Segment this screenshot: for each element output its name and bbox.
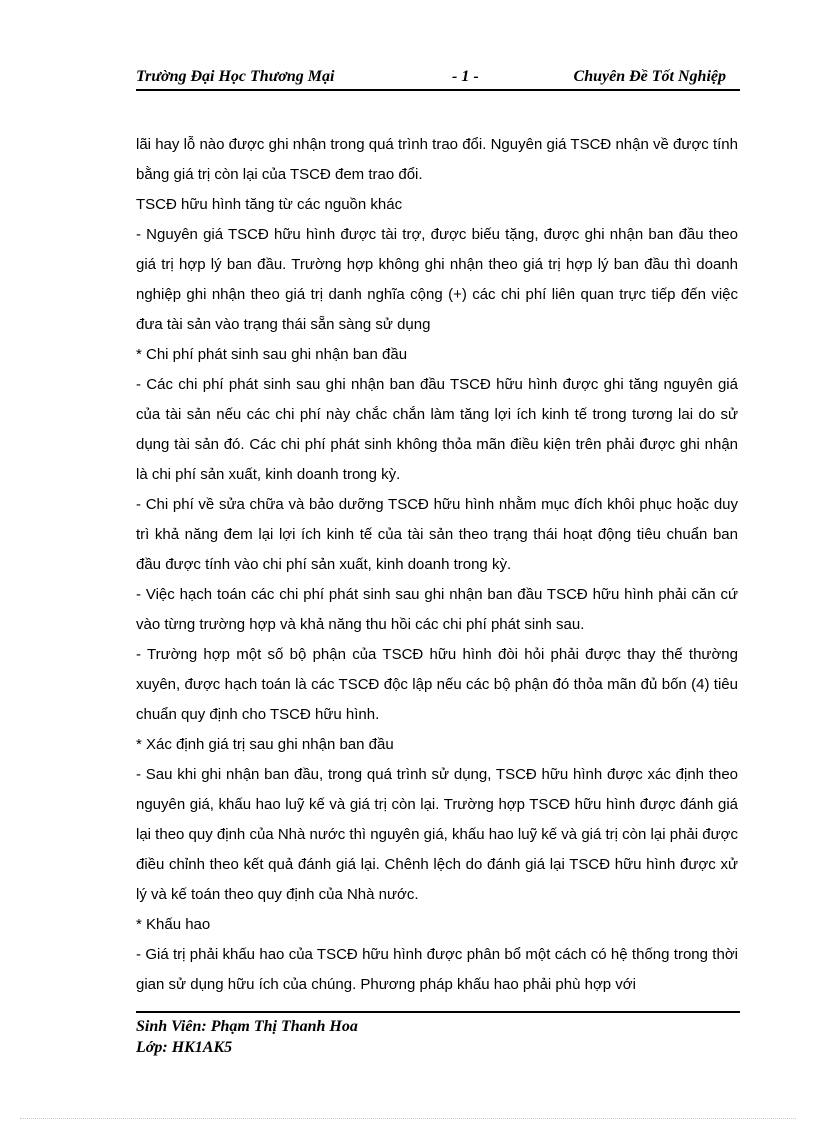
page-header	[136, 68, 740, 90]
footer-rule	[136, 1011, 740, 1013]
footer-class: Lớp: HK1AK5	[136, 1039, 233, 1056]
paragraph: - Sau khi ghi nhận ban đầu, trong quá trình sử dụng, TSCĐ hữu hình được xác định theo nguyên giá, khấu hao luỹ kế và giá trị còn lại. Trường hợp TSCĐ hữu hình được đánh giá lại theo quy định của Nhà nước thì nguyên giá, khấu hao luỹ kế và giá trị còn lại phải được điều chỉnh theo kết quả đánh giá lại. Chênh lệch do đánh giá lại TSCĐ hữu hình được xử lý và kế toán theo quy định của Nhà nước.	[136, 766, 738, 903]
paragraph: - Các chi phí phát sinh sau ghi nhận ban đầu TSCĐ hữu hình được ghi tăng nguyên giá của tài sản nếu các chi phí này chắc chắn làm tăng lợi ích kinh tế trong tương lai do sử dụng tài sản đó. Các chi phí phát sinh không thỏa mãn điều kiện trên phải được ghi nhận là chi phí sản xuất, kinh doanh trong kỳ.	[136, 376, 738, 483]
paragraph: - Giá trị phải khấu hao của TSCĐ hữu hình được phân bổ một cách có hệ thống trong thời gian sử dụng hữu ích của chúng. Phương pháp khấu hao phải phù hợp với	[136, 946, 738, 993]
header-document-title: Chuyên Đề Tốt Nghiệp	[573, 68, 726, 85]
header-school-name: Trường Đại Học Thương Mại	[136, 68, 335, 85]
header-page-number: - 1 -	[452, 68, 479, 85]
section-heading: * Chi phí phát sinh sau ghi nhận ban đầu	[136, 346, 408, 363]
paragraph: - Trường hợp một số bộ phận của TSCĐ hữu hình đòi hỏi phải được thay thế thường xuyên, được hạch toán là các TSCĐ độc lập nếu các bộ phận đó thỏa mãn đủ bốn (4) tiêu chuẩn quy định cho TSCĐ hữu hình.	[136, 646, 738, 723]
paragraph: TSCĐ hữu hình tăng từ các nguồn khác	[136, 196, 403, 213]
document-body	[136, 130, 738, 1000]
header-rule	[136, 89, 740, 91]
section-heading: * Khấu hao	[136, 916, 211, 933]
paragraph: lãi hay lỗ nào được ghi nhận trong quá trình trao đổi. Nguyên giá TSCĐ nhận về được tính bằng giá trị còn lại của TSCĐ đem trao đổi.	[136, 136, 738, 183]
paragraph: - Việc hạch toán các chi phí phát sinh sau ghi nhận ban đầu TSCĐ hữu hình phải căn cứ vào từng trường hợp và khả năng thu hồi các chi phí phát sinh sau.	[136, 586, 738, 633]
section-heading: * Xác định giá trị sau ghi nhận ban đầu	[136, 736, 394, 753]
footer-student-name: Sinh Viên: Phạm Thị Thanh Hoa	[136, 1018, 358, 1035]
paragraph: - Nguyên giá TSCĐ hữu hình được tài trợ, được biếu tặng, được ghi nhận ban đầu theo giá trị hợp lý ban đầu. Trường hợp không ghi nhận theo giá trị hợp lý ban đầu thì doanh nghiệp ghi nhận theo giá trị danh nghĩa cộng (+) các chi phí liên quan trực tiếp đến việc đưa tài sản vào trạng thái sẵn sàng sử dụng	[136, 226, 738, 333]
paragraph: - Chi phí về sửa chữa và bảo dưỡng TSCĐ hữu hình nhằm mục đích khôi phục hoặc duy trì khả năng đem lại lợi ích kinh tế của tài sản theo trạng thái hoạt động tiêu chuẩn ban đầu được tính vào chi phí sản xuất, kinh doanh trong kỳ.	[136, 496, 738, 573]
page-edge-divider	[20, 1118, 796, 1119]
page-footer	[136, 1016, 740, 1058]
